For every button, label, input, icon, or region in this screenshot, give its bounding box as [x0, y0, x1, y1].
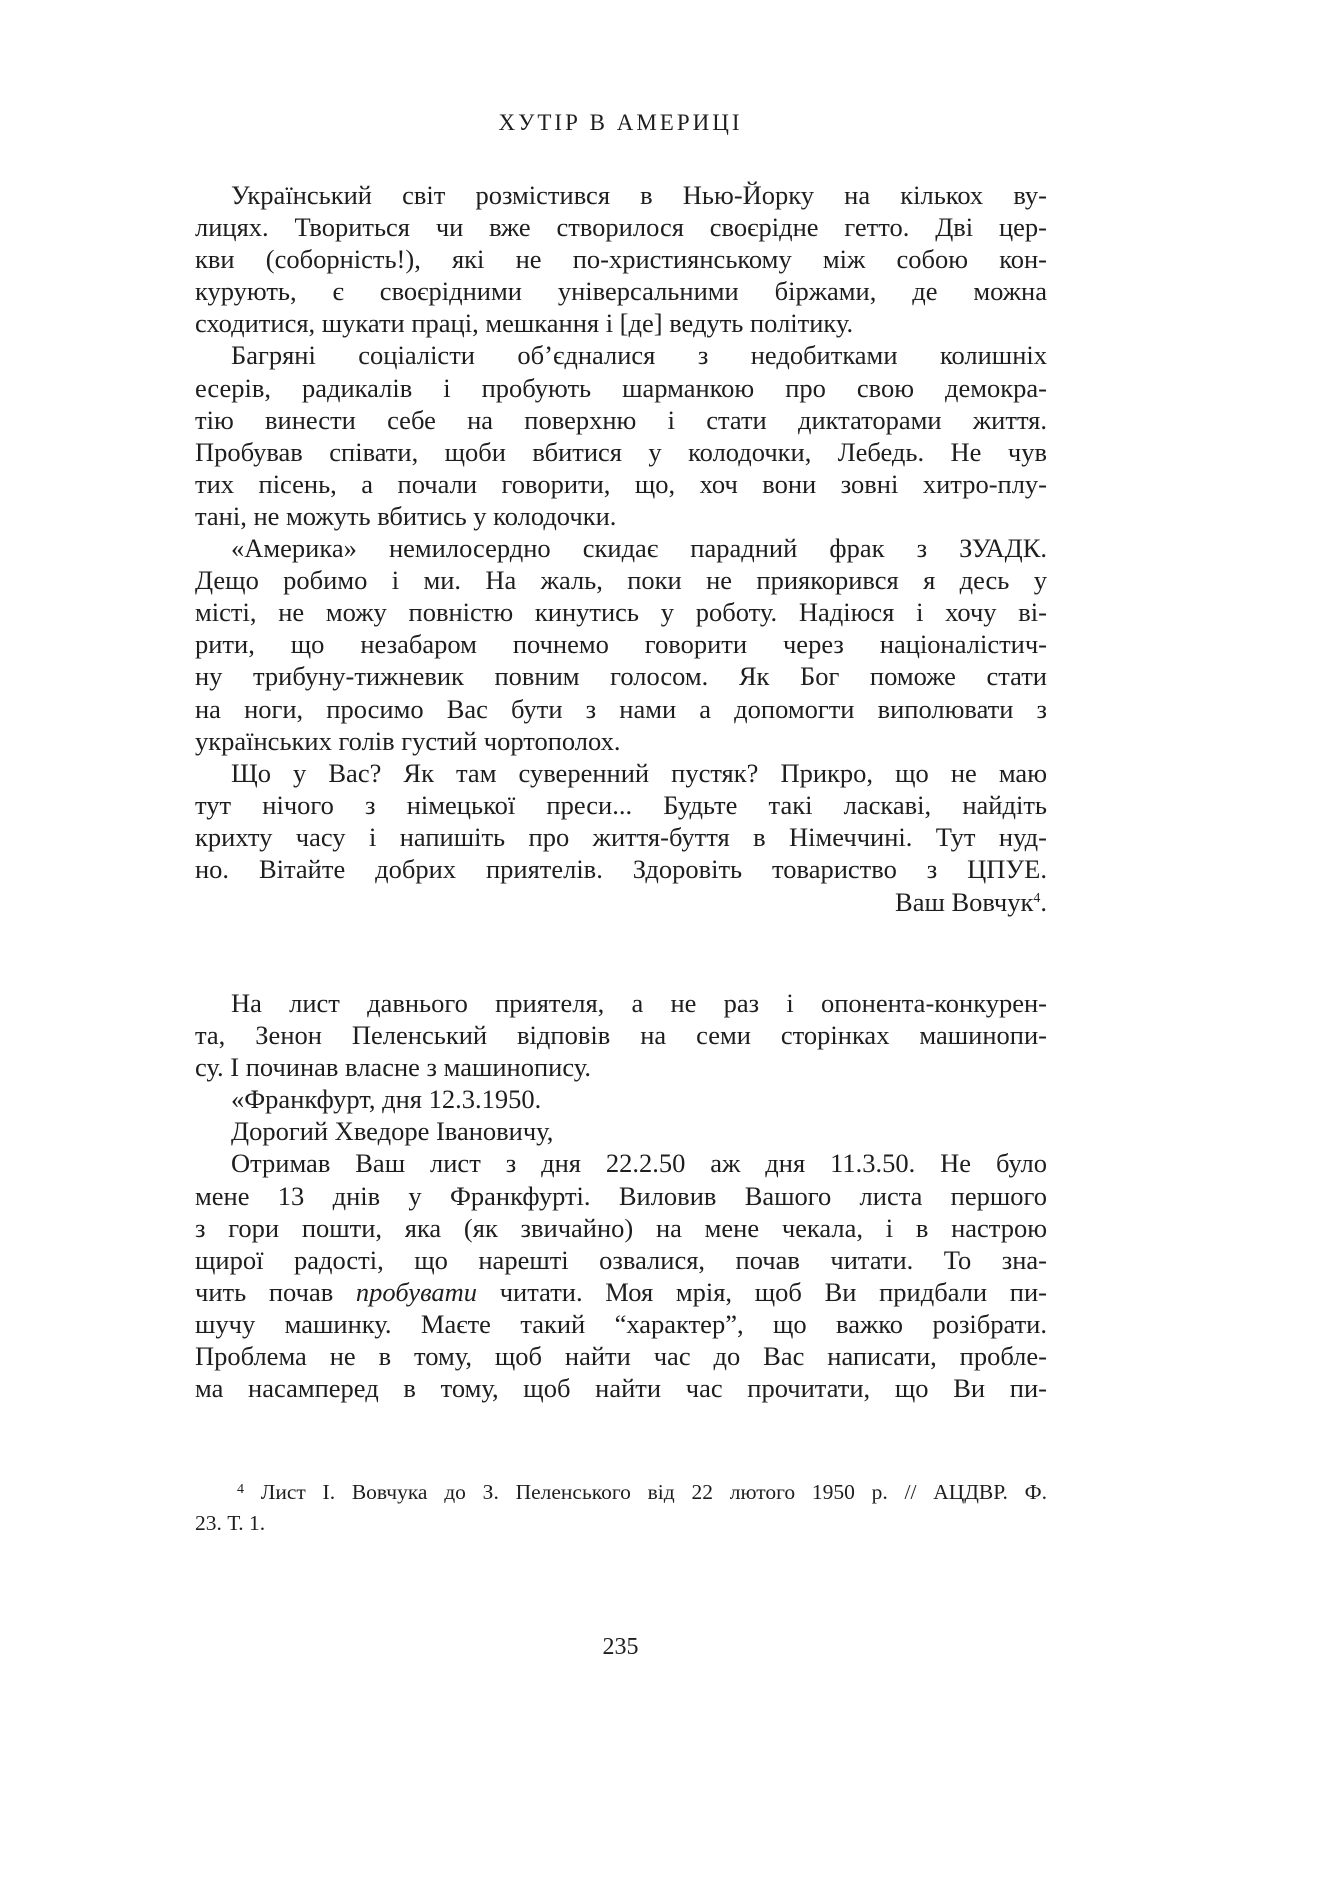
emphasis-text: пробувати	[355, 1276, 478, 1307]
text-line: «Франкфурт, дня 12.3.1950.	[231, 1084, 542, 1115]
footnote-number: 4	[237, 1482, 244, 1497]
signature-name: Ваш Вовчук	[895, 887, 1034, 917]
text-line: ма насамперед в тому, щоб найти час прочитати, що Ви пи-	[195, 1373, 1047, 1404]
text-line: українських голів густий чортополох.	[195, 725, 621, 756]
text-line: рити, що незабаром почнемо говорити через націоналістич-	[195, 629, 1047, 660]
text-line: Проблема не в тому, щоб найти час до Вас написати, пробле-	[195, 1341, 1047, 1372]
text-line: су. І починав власне з машинопису.	[195, 1052, 591, 1083]
text-segment: читати. Моя мрія, щоб Ви придбали пи-	[477, 1276, 1047, 1307]
footnote-line	[195, 1477, 1047, 1508]
text-line: есерів, радикалів і пробують шарманкою про свою демокра-	[195, 372, 1047, 403]
text-line: «Америка» немилосердно скидає парадний фрак з ЗУАДК.	[231, 533, 1047, 564]
text-line: Отримав Ваш лист з дня 22.2.50 аж дня 11.3.50. Не було	[231, 1148, 1047, 1179]
text-line	[195, 1276, 1047, 1308]
text-line: мене 13 днів у Франкфурті. Виловив Вашого листа першого	[195, 1180, 1047, 1211]
text-line: Що у Вас? Як там суверенний пустяк? Прикро, що не маю	[231, 757, 1047, 788]
footnote	[195, 1477, 1047, 1539]
text-line: тут нічого з німецької преси... Будьте такі ласкаві, найдіть	[195, 789, 1047, 820]
signature-end: .	[1040, 887, 1047, 917]
text-line: тих пісень, а почали говорити, що, хоч вони зовні хитро-плу-	[195, 468, 1047, 499]
text-segment: чить почав	[195, 1276, 356, 1307]
footnote-ref[interactable]: 4	[1033, 891, 1041, 906]
text-line: на ноги, просимо Вас бути з нами а допомогти виполювати з	[195, 693, 1047, 724]
signature-line	[195, 886, 1047, 918]
text-line: ну трибуну-тижневик повним голосом. Як Бог поможе стати	[195, 661, 1047, 692]
signature	[195, 886, 1047, 918]
text-line: кви (соборність!), які не по-християнському між собою кон-	[195, 244, 1047, 275]
text-line: та, Зенон Пеленський відповів на семи сторінках машинопи-	[195, 1020, 1047, 1051]
footnote-text: Лист І. Вовчука до З. Пеленського від 22 лютого 1950 р. // АЦДВР. Ф.	[260, 1480, 1048, 1504]
text-line: лицях. Твориться чи вже створилося своєрідне гетто. Дві цер-	[195, 212, 1047, 243]
text-line: На лист давнього приятеля, а не раз і опонента-конкурен-	[231, 988, 1047, 1018]
text-line: Пробував співати, щоби вбитися у колодочки, Лебедь. Не чув	[195, 436, 1047, 467]
text-line: Український світ розмістився в Нью-Йорку на кількох ву-	[231, 180, 1047, 210]
footnote-line: 23. Т. 1.	[195, 1511, 266, 1535]
narrative-section	[195, 987, 1047, 1404]
page-number: 235	[602, 1634, 639, 1660]
text-line: крихту часу і напишіть про життя-буття в Німеччині. Тут нуд-	[195, 821, 1047, 852]
text-line: щирої радості, що нарешті озвалися, почав читати. То зна-	[195, 1244, 1047, 1275]
text-line: сходитися, шукати праці, мешкання і [де] ведуть політику.	[195, 308, 854, 339]
running-title: ХУТІР В АМЕРИЦІ	[498, 110, 743, 135]
text-line: з гори пошти, яка (як звичайно) на мене чекала, і в настрою	[195, 1212, 1047, 1243]
text-line: Багряні соціалісти об’єдналися з недобитками колишніх	[231, 340, 1047, 371]
text-line: но. Вітайте добрих приятелів. Здоровіть товариство з ЦПУЕ.	[195, 853, 1047, 884]
text-line: тані, не можуть вбитись у колодочки.	[195, 500, 617, 531]
text-line: тію винести себе на поверхню і стати диктаторами життя.	[195, 404, 1047, 435]
text-line: місті, не можу повністю кинутись у роботу. Надіюся і хочу ві-	[195, 597, 1047, 628]
text-line: шучу машинку. Маєте такий “характер”, що важко розібрати.	[195, 1308, 1047, 1339]
text-line: Дещо робимо і ми. На жаль, поки не приякорився я десь у	[195, 565, 1047, 596]
text-line: Дорогий Хведоре Івановичу,	[231, 1116, 554, 1147]
text-line: курують, є своєрідними універсальними біржами, де можна	[195, 276, 1047, 307]
letter-text-section	[195, 179, 1047, 885]
